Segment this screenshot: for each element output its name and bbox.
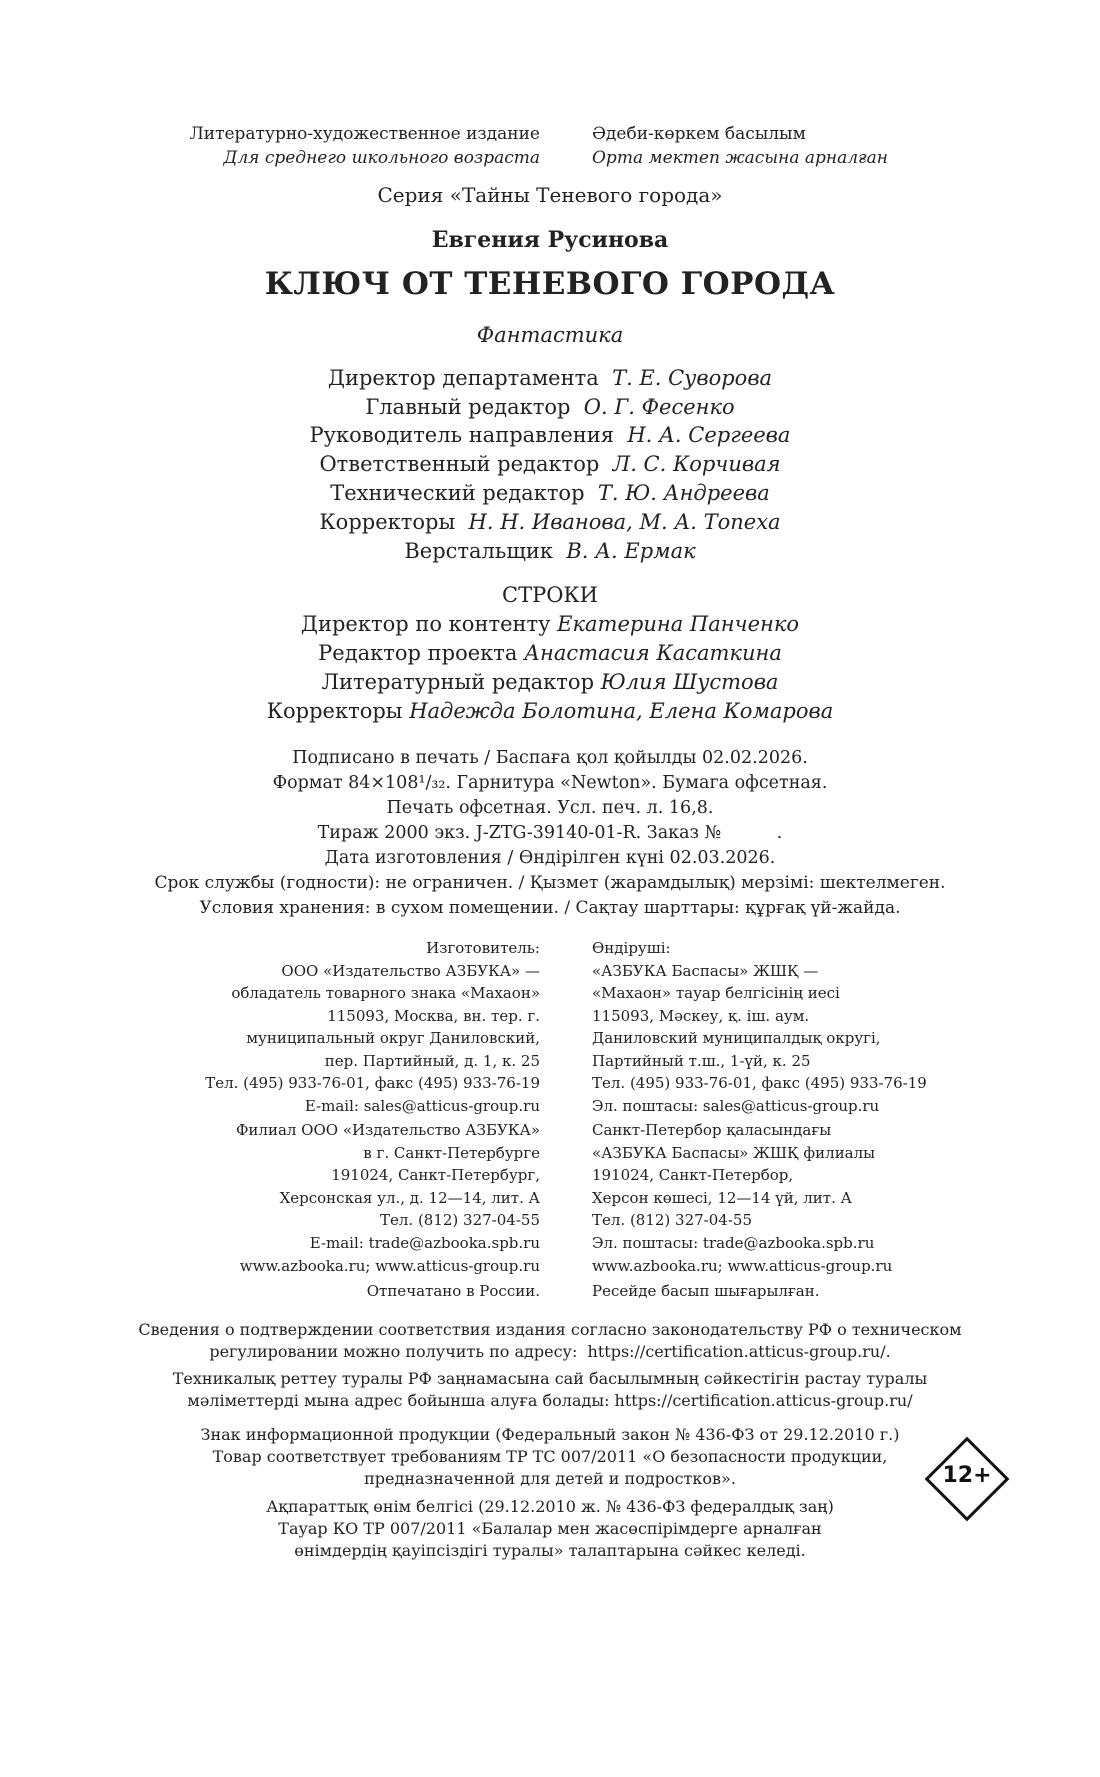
print-info-line: Формат 84×108¹/₃₂. Гарнитура «Newton». Бумага офсетная.: [272, 773, 828, 793]
printed-in-kz: Ресейде басып шығарылған.: [592, 1282, 820, 1300]
stroki-row: [0, 612, 1100, 636]
manufacturer-line: E-mail: sales@atticus-group.ru: [304, 1096, 540, 1115]
author-name: Евгения Русинова: [431, 227, 669, 253]
info-sign-ru-line: предназначенной для детей и подростков».: [364, 1469, 736, 1488]
edition-type-ru: Литературно-художественное издание: [189, 124, 540, 144]
branch-left: [236, 1119, 540, 1254]
print-info-line: Срок службы (годности): не ограничен. / Қызмет (жарамдылық) мерзімі: шектелмеген.: [154, 873, 946, 893]
manufacturer-line: ООО «Издательство АЗБУКА» —: [281, 961, 540, 980]
staff-role: Корректоры: [319, 510, 456, 534]
printed-in-ru: Отпечатано в России.: [366, 1282, 540, 1300]
staff-name: В. А. Ермак: [566, 539, 696, 563]
genre: Фантастика: [476, 323, 624, 347]
book-title: КЛЮЧ ОТ ТЕНЕВОГО ГОРОДА: [264, 266, 836, 302]
certification-kz-line: мәліметтерді мына адрес бойынша алуға болады: https://certification.atticus-group.ru/: [187, 1391, 913, 1410]
staff-role: Руководитель направления: [309, 423, 614, 447]
stroki-row: [0, 699, 1100, 723]
manufacturer-line: «АЗБУКА Баспасы» ЖШҚ —: [592, 961, 819, 980]
staff-name: Т. Е. Суворова: [612, 366, 773, 390]
info-sign-kz-line: өнімдердің қауіпсіздігі туралы» талаптарына сәйкес келеді.: [294, 1541, 806, 1560]
print-info-line: Тираж 2000 экз. J-ZTG-39140-01-R. Заказ № .: [317, 823, 783, 843]
print-info-line: Подписано в печать / Баспаға қол қойылды 02.02.2026.: [292, 748, 808, 768]
website-links[interactable]: www.azbooka.ru; www.atticus-group.ru: [239, 1257, 540, 1275]
staff-row: [0, 481, 1100, 505]
info-sign-kz-line: Тауар КО ТР 007/2011 «Балалар мен жасөспірімдерге арналған: [278, 1519, 822, 1538]
stroki-role: Литературный редактор: [321, 670, 595, 694]
manufacturer-line: пер. Партийный, д. 1, к. 25: [324, 1051, 540, 1070]
staff-row: [0, 366, 1100, 390]
print-info-line: Дата изготовления / Өндірілген күні 02.03.2026.: [324, 848, 776, 868]
staff-row: [0, 452, 1100, 476]
website-links[interactable]: www.azbooka.ru; www.atticus-group.ru: [592, 1257, 893, 1275]
stroki-name: Юлия Шустова: [600, 670, 779, 694]
stroki-row: [0, 641, 1100, 665]
certification-ru-line: регулировании можно получить по адресу: https://certification.atticus-group.ru/.: [209, 1342, 891, 1361]
printed-left: [367, 1280, 540, 1303]
certification-ru-line: Сведения о подтверждении соответствия издания согласно законодательству РФ о техническом: [138, 1320, 962, 1339]
branch-line: Санкт-Петербор қаласындағы: [592, 1121, 832, 1139]
manufacturer-line: 115093, Мәскеу, қ. іш. аум.: [592, 1006, 810, 1025]
branch-line: Тел. (812) 327-04-55: [592, 1211, 752, 1229]
web-right: [592, 1255, 892, 1278]
age-group-ru: Для среднего школьного возраста: [223, 148, 540, 168]
manufacturer-line: Даниловский муниципалдық округі,: [592, 1029, 881, 1047]
manufacturer-line: «Махаон» тауар белгісінің иесі: [592, 984, 840, 1002]
branch-right: [592, 1119, 875, 1254]
print-info-line: Условия хранения: в сухом помещении. / Сақтау шарттары: құрғақ үй-жайда.: [199, 898, 901, 918]
info-sign-ru-line: Товар соответствует требованиям ТР ТС 007/2011 «О безопасности продукции,: [212, 1447, 888, 1466]
branch-line: Филиал ООО «Издательство АЗБУКА»: [235, 1121, 540, 1139]
age-rating-label: 12+: [942, 1463, 992, 1488]
manufacturer-line: муниципальный округ Даниловский,: [246, 1029, 540, 1047]
manufacturer-line: Эл. поштасы: sales@atticus-group.ru: [592, 1096, 880, 1115]
info-sign-kz-line: Ақпараттық өнім белгісі (29.12.2010 ж. № 436-ФЗ федералдық заң): [266, 1497, 834, 1516]
web-left: [240, 1255, 540, 1278]
stroki-role: Корректоры: [266, 699, 403, 723]
branch-line: в г. Санкт-Петербурге: [363, 1143, 540, 1162]
stroki-name: Анастасия Касаткина: [524, 641, 782, 665]
stroki-row: [0, 670, 1100, 694]
manufacturer-line: 115093, Москва, вн. тер. г.: [327, 1006, 540, 1025]
staff-row: [0, 423, 1100, 447]
staff-role: Верстальщик: [404, 539, 553, 563]
series-line: Серия «Тайны Теневого города»: [377, 183, 723, 207]
staff-role: Главный редактор: [365, 395, 571, 419]
staff-name: Н. Н. Иванова, М. А. Топеха: [468, 510, 781, 534]
age-group-kz: Орта мектеп жасына арналған: [592, 148, 888, 168]
manufacturer-right: [592, 937, 927, 1117]
staff-role: Технический редактор: [330, 481, 585, 505]
staff-name: Т. Ю. Андреева: [597, 481, 770, 505]
branch-line: Эл. поштасы: trade@azbooka.spb.ru: [592, 1233, 875, 1252]
staff-name: Н. А. Сергеева: [627, 423, 791, 447]
staff-name: О. Г. Фесенко: [583, 395, 735, 419]
print-info-line: Печать офсетная. Усл. печ. л. 16,8.: [386, 798, 714, 818]
manufacturer-line: Изготовитель:: [426, 939, 540, 957]
edition-type-kz: Әдеби-көркем басылым: [592, 124, 806, 144]
branch-line: 191024, Санкт-Петербург,: [331, 1166, 540, 1184]
manufacturer-line: Өндіруші:: [592, 939, 671, 957]
branch-line: «АЗБУКА Баспасы» ЖШҚ филиалы: [592, 1143, 876, 1162]
staff-role: Директор департамента: [327, 366, 599, 390]
branch-line: 191024, Санкт-Петербор,: [592, 1166, 794, 1184]
certification-kz-line: Техникалық реттеу туралы РФ заңнамасына сай басылымның сәйкестігін растау туралы: [172, 1369, 928, 1388]
stroki-name: Надежда Болотина, Елена Комарова: [409, 699, 834, 723]
staff-role: Ответственный редактор: [319, 452, 600, 476]
stroki-role: Редактор проекта: [318, 641, 518, 665]
manufacturer-line: Тел. (495) 933-76-01, факс (495) 933-76-19: [592, 1074, 927, 1092]
printed-right: [592, 1280, 820, 1303]
info-sign-ru-line: Знак информационной продукции (Федеральный закон № 436-ФЗ от 29.12.2010 г.): [200, 1425, 900, 1444]
staff-row: [0, 539, 1100, 563]
branch-line: Херсонская ул., д. 12—14, лит. А: [279, 1188, 540, 1207]
staff-row: [0, 395, 1100, 419]
manufacturer-left: [205, 937, 540, 1117]
manufacturer-line: Тел. (495) 933-76-01, факс (495) 933-76-19: [205, 1074, 540, 1092]
manufacturer-line: обладатель товарного знака «Махаон»: [231, 984, 540, 1002]
stroki-heading: СТРОКИ: [502, 583, 598, 607]
header-right: [592, 122, 888, 170]
header-left: [190, 122, 540, 170]
stroki-name: Екатерина Панченко: [557, 612, 800, 636]
branch-line: Тел. (812) 327-04-55: [380, 1211, 540, 1229]
stroki-role: Директор по контенту: [300, 612, 551, 636]
branch-line: Херсон көшесі, 12—14 үй, лит. А: [592, 1188, 852, 1207]
branch-line: E-mail: trade@azbooka.spb.ru: [309, 1233, 540, 1252]
manufacturer-line: Партийный т.ш., 1-үй, к. 25: [592, 1051, 811, 1070]
staff-name: Л. С. Корчивая: [612, 452, 781, 476]
staff-row: [0, 510, 1100, 534]
